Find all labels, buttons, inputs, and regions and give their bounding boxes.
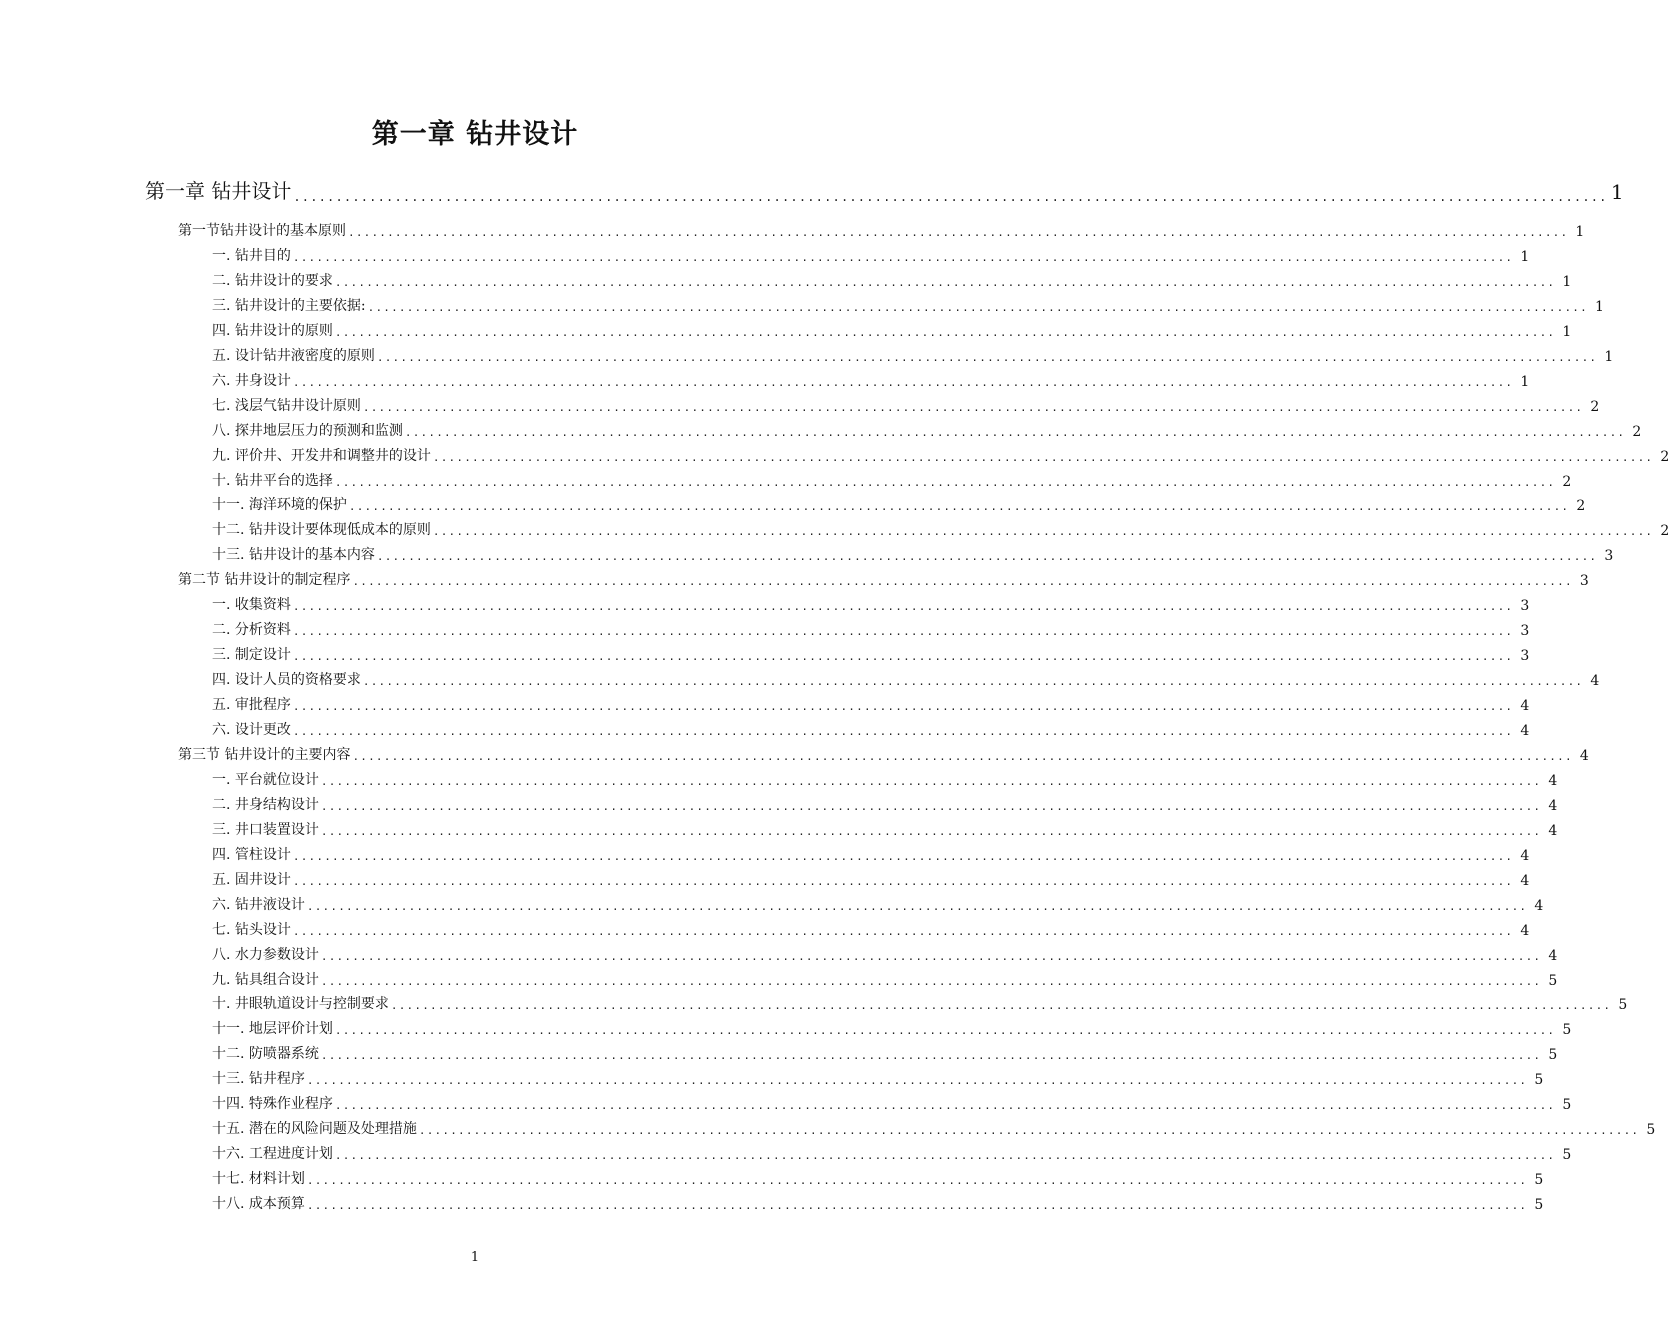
toc-page-number: 3 xyxy=(1520,598,1530,615)
toc-dot-leader: ............................................................................................................................................................ xyxy=(306,1174,1528,1188)
toc-page-number: 1 xyxy=(1520,248,1530,265)
toc-item-entry[interactable] xyxy=(212,1114,1656,1139)
toc-item-entry[interactable] xyxy=(212,441,1669,465)
toc-item-entry[interactable] xyxy=(212,989,1628,1014)
toc-dot-leader: ............................................................................................................................................................ xyxy=(292,650,1514,664)
toc-page-number: 5 xyxy=(1562,1022,1572,1039)
toc-entry-label: 十. 井眼轨道设计与控制要求 xyxy=(212,996,389,1013)
toc-page-number: 2 xyxy=(1576,498,1586,515)
toc-page-number: 3 xyxy=(1520,648,1530,665)
toc-dot-leader: ............................................................................................................................................................ xyxy=(334,1024,1556,1038)
toc-dot-leader: ............................................................................................................................................................ xyxy=(362,400,1584,414)
toc-item-entry[interactable] xyxy=(212,1089,1572,1114)
toc-entry-label: 十五. 潜在的风险问题及处理措施 xyxy=(212,1121,417,1138)
toc-page-number: 4 xyxy=(1520,847,1530,864)
toc-entry-label: 十. 钻井平台的选择 xyxy=(212,472,333,489)
toc-item-entry[interactable] xyxy=(212,341,1614,365)
toc-dot-leader: ............................................................................................................................................................ xyxy=(292,874,1514,888)
toc-dot-leader: ............................................................................................................................................................ xyxy=(320,774,1542,788)
toc-dot-leader: ............................................................................................................................................................ xyxy=(292,375,1514,389)
toc-dot-leader: ............................................................................................................................................................ xyxy=(292,924,1514,938)
toc-dot-leader: ............................................................................................................................................................ xyxy=(306,899,1528,913)
toc-dot-leader: ............................................................................................................................................................ xyxy=(320,974,1542,988)
toc-dot-leader: ............................................................................................................................................................ xyxy=(334,475,1556,489)
toc-entry-label: 三. 钻井设计的主要依据: xyxy=(212,297,366,314)
toc-entry-label: 九. 评价井、开发井和调整井的设计 xyxy=(212,447,431,464)
toc-chapter-entry[interactable] xyxy=(145,174,1624,204)
toc-dot-leader: ............................................................................................................................................................ xyxy=(293,190,1608,204)
toc-section-entry[interactable] xyxy=(178,740,1589,764)
toc-entry-label: 第二节 钻井设计的制定程序 xyxy=(178,572,351,589)
toc-dot-leader: ............................................................................................................................................................ xyxy=(320,949,1542,963)
toc-dot-leader: ............................................................................................................................................................ xyxy=(367,300,1588,314)
toc-dot-leader: ............................................................................................................................................................ xyxy=(292,849,1514,863)
toc-dot-leader: ............................................................................................................................................................ xyxy=(334,1099,1556,1113)
toc-dot-leader: ............................................................................................................................................................ xyxy=(376,350,1598,364)
toc-item-entry[interactable] xyxy=(212,316,1572,340)
toc-entry-label: 第一节钻井设计的基本原则 xyxy=(178,223,346,239)
toc-item-entry[interactable] xyxy=(212,890,1544,914)
toc-entry-label: 十七. 材料计划 xyxy=(212,1171,305,1188)
toc-page-number: 1 xyxy=(1595,298,1604,315)
toc-page-number: 1 xyxy=(1562,273,1572,290)
toc-dot-leader: ............................................................................................................................................................ xyxy=(320,799,1542,813)
toc-entry-label: 十六. 工程进度计划 xyxy=(212,1146,333,1163)
toc-dot-leader: ............................................................................................................................................................ xyxy=(292,625,1514,639)
toc-page-number: 2 xyxy=(1562,473,1572,490)
toc-dot-leader: ............................................................................................................................................................ xyxy=(418,1124,1640,1138)
toc-entry-label: 六. 井身设计 xyxy=(212,372,291,389)
toc-dot-leader: ............................................................................................................................................................ xyxy=(306,1199,1528,1213)
toc-section-entry[interactable] xyxy=(178,216,1585,240)
toc-entry-label: 二. 井身结构设计 xyxy=(212,796,319,813)
toc-entry-label: 十二. 防喷器系统 xyxy=(212,1046,319,1063)
toc-page-number: 3 xyxy=(1579,573,1589,590)
toc-page-number: 4 xyxy=(1590,673,1600,690)
toc-item-entry[interactable] xyxy=(212,815,1558,839)
toc-item-entry[interactable] xyxy=(212,1039,1558,1064)
toc-dot-leader: ............................................................................................................................................................ xyxy=(432,525,1654,539)
toc-item-entry[interactable] xyxy=(212,490,1586,515)
toc-entry-label: 一. 平台就位设计 xyxy=(212,771,319,788)
toc-page-number: 2 xyxy=(1660,523,1669,540)
toc-entry-label: 四. 钻井设计的原则 xyxy=(212,322,333,339)
toc-dot-leader: ............................................................................................................................................................ xyxy=(292,700,1514,714)
toc-entry-label: 八. 探井地层压力的预测和监测 xyxy=(212,422,403,439)
page-title: 第一章 钻井设计 xyxy=(371,119,579,150)
toc-item-entry[interactable] xyxy=(212,391,1600,415)
toc-page-number: 5 xyxy=(1534,1197,1544,1214)
toc-page-number: 4 xyxy=(1534,897,1544,914)
toc-entry-label: 六. 钻井液设计 xyxy=(212,896,305,913)
toc-entry-label: 五. 审批程序 xyxy=(212,697,291,714)
toc-dot-leader: ............................................................................................................................................................ xyxy=(334,1149,1556,1163)
toc-page-number: 5 xyxy=(1534,1072,1544,1089)
toc-dot-leader: ............................................................................................................................................................ xyxy=(348,226,1569,239)
toc-entry-label: 第一章 钻井设计 xyxy=(145,179,292,203)
toc-page-number: 2 xyxy=(1660,448,1669,465)
toc-page-number: 4 xyxy=(1579,747,1589,764)
toc-item-entry[interactable] xyxy=(212,590,1530,615)
toc-page-number: 4 xyxy=(1520,698,1530,715)
toc-entry-label: 二. 钻井设计的要求 xyxy=(212,272,333,289)
toc-dot-leader: ............................................................................................................................................................ xyxy=(376,550,1598,564)
toc-entry-label: 四. 管柱设计 xyxy=(212,846,291,863)
toc-item-entry[interactable] xyxy=(212,266,1572,290)
toc-entry-label: 十二. 钻井设计要体现低成本的原则 xyxy=(212,522,431,539)
toc-page-number: 5 xyxy=(1548,1047,1558,1064)
toc-item-entry[interactable] xyxy=(212,241,1530,265)
toc-dot-leader: ............................................................................................................................................................ xyxy=(334,275,1556,289)
toc-section-entry[interactable] xyxy=(178,565,1589,590)
toc-page-number: 1 xyxy=(1610,180,1624,204)
toc-dot-leader: ............................................................................................................................................................ xyxy=(292,250,1514,264)
toc-item-entry[interactable] xyxy=(212,915,1530,939)
toc-page-number: 5 xyxy=(1562,1147,1572,1164)
toc-page-number: 4 xyxy=(1548,947,1558,964)
toc-item-entry[interactable] xyxy=(212,615,1530,640)
toc-item-entry[interactable] xyxy=(212,690,1530,715)
toc-page-number: 3 xyxy=(1520,623,1530,640)
toc-item-entry[interactable] xyxy=(212,790,1558,814)
toc-item-entry[interactable] xyxy=(212,515,1669,540)
toc-item-entry[interactable] xyxy=(212,416,1642,440)
toc-entry-label: 三. 制定设计 xyxy=(212,647,291,664)
toc-entry-label: 十八. 成本预算 xyxy=(212,1196,305,1213)
toc-page-number: 5 xyxy=(1618,997,1628,1014)
toc-item-entry[interactable] xyxy=(212,940,1558,964)
toc-dot-leader: ............................................................................................................................................................ xyxy=(352,575,1573,589)
toc-page-number: 1 xyxy=(1562,323,1572,340)
toc-item-entry[interactable] xyxy=(212,865,1530,889)
toc-page-number: 4 xyxy=(1520,872,1530,889)
toc-dot-leader: ............................................................................................................................................................ xyxy=(306,1074,1528,1088)
toc-item-entry[interactable] xyxy=(212,765,1558,789)
toc-item-entry[interactable] xyxy=(212,540,1614,565)
toc-entry-label: 三. 井口装置设计 xyxy=(212,821,319,838)
toc-entry-label: 九. 钻具组合设计 xyxy=(212,971,319,988)
toc-entry-label: 一. 收集资料 xyxy=(212,597,291,614)
toc-item-entry[interactable] xyxy=(212,1139,1572,1164)
toc-item-entry[interactable] xyxy=(212,366,1530,390)
toc-page-number: 4 xyxy=(1548,822,1558,839)
toc-entry-label: 五. 固井设计 xyxy=(212,871,291,888)
toc-page-number: 3 xyxy=(1604,548,1614,565)
page-number: 1 xyxy=(470,1250,480,1265)
toc-page-number: 4 xyxy=(1520,922,1530,939)
toc-dot-leader: ............................................................................................................................................................ xyxy=(432,450,1654,464)
toc-dot-leader: ............................................................................................................................................................ xyxy=(292,600,1514,614)
toc-page-number: 5 xyxy=(1548,972,1558,989)
toc-entry-label: 十四. 特殊作业程序 xyxy=(212,1096,333,1113)
toc-entry-label: 一. 钻井目的 xyxy=(212,247,291,264)
toc-dot-leader: ............................................................................................................................................................ xyxy=(320,1049,1542,1063)
toc-item-entry[interactable] xyxy=(212,665,1600,690)
toc-item-entry[interactable] xyxy=(212,291,1604,315)
toc-entry-label: 十三. 钻井设计的基本内容 xyxy=(212,547,375,564)
toc-dot-leader: ............................................................................................................................................................ xyxy=(352,749,1573,763)
toc-entry-label: 十一. 地层评价计划 xyxy=(212,1021,333,1038)
toc-item-entry[interactable] xyxy=(212,1064,1544,1089)
toc-entry-label: 第三节 钻井设计的主要内容 xyxy=(178,746,351,763)
toc-page-number: 5 xyxy=(1562,1097,1572,1114)
toc-dot-leader: ............................................................................................................................................................ xyxy=(334,325,1556,339)
toc-entry-label: 六. 设计更改 xyxy=(212,722,291,738)
toc-entry-label: 四. 设计人员的资格要求 xyxy=(212,672,361,689)
toc-page-number: 5 xyxy=(1534,1172,1544,1189)
toc-entry-label: 七. 浅层气钻井设计原则 xyxy=(212,397,361,414)
toc-dot-leader: ............................................................................................................................................................ xyxy=(292,725,1514,738)
toc-item-entry[interactable] xyxy=(212,1014,1572,1039)
toc-item-entry[interactable] xyxy=(212,840,1530,864)
toc-dot-leader: ............................................................................................................................................................ xyxy=(390,999,1612,1013)
toc-entry-label: 八. 水力参数设计 xyxy=(212,946,319,963)
toc-entry-label: 七. 钻头设计 xyxy=(212,921,291,938)
toc-page-number: 2 xyxy=(1632,423,1642,440)
toc-item-entry[interactable] xyxy=(212,1164,1544,1189)
toc-item-entry[interactable] xyxy=(212,466,1572,490)
toc-page-number: 1 xyxy=(1575,224,1585,240)
toc-dot-leader: ............................................................................................................................................................ xyxy=(362,675,1584,689)
toc-item-entry[interactable] xyxy=(212,1189,1544,1214)
toc-entry-label: 十一. 海洋环境的保护 xyxy=(212,497,347,514)
toc-entry-label: 十三. 钻井程序 xyxy=(212,1071,305,1088)
toc-entry-label: 五. 设计钻井液密度的原则 xyxy=(212,347,375,364)
toc-item-entry[interactable] xyxy=(212,965,1558,989)
toc-entry-label: 二. 分析资料 xyxy=(212,622,291,639)
toc-dot-leader: ............................................................................................................................................................ xyxy=(320,824,1542,838)
toc-item-entry[interactable] xyxy=(212,715,1530,739)
toc-page-number: 2 xyxy=(1590,398,1600,415)
toc-page-number: 5 xyxy=(1646,1122,1656,1139)
toc-item-entry[interactable] xyxy=(212,640,1530,665)
toc-page-number: 1 xyxy=(1520,373,1530,390)
toc-page-number: 4 xyxy=(1548,797,1558,814)
toc-dot-leader: ............................................................................................................................................................ xyxy=(404,425,1626,439)
toc-dot-leader: ............................................................................................................................................................ xyxy=(348,500,1570,514)
toc-page-number: 1 xyxy=(1604,348,1614,365)
toc-page-number: 4 xyxy=(1520,723,1530,739)
toc-page-number: 4 xyxy=(1548,772,1558,789)
